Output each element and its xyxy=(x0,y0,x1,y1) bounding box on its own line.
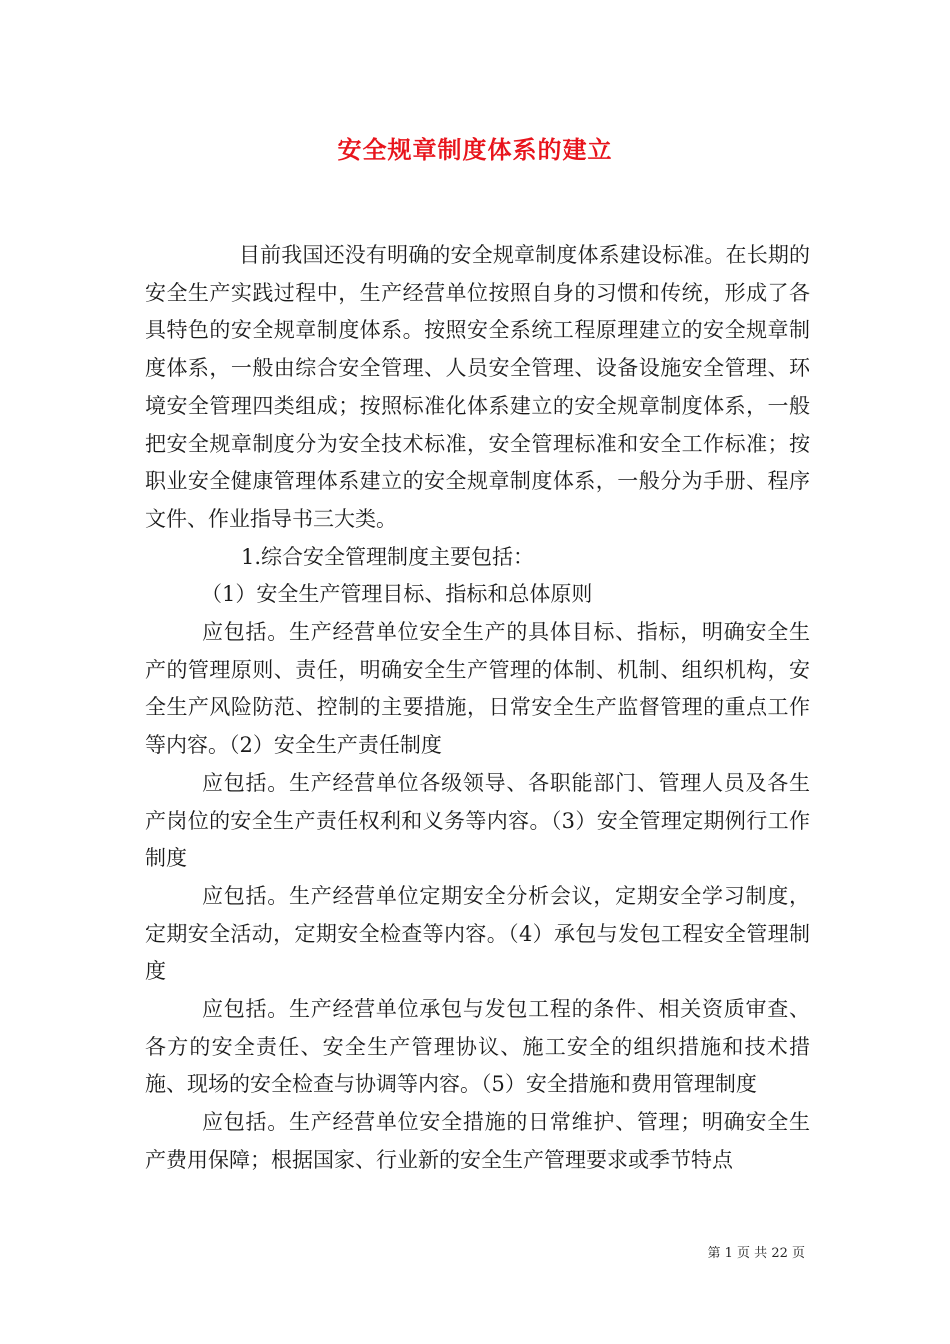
page-number: 第 1 页 共 22 页 xyxy=(707,1246,805,1261)
body-paragraph: 应包括。生产经营单位承包与发包工程的条件、相关资质审查、各方的安全责任、安全生产管理协议、施工安全的组织措施和技术措施、现场的安全检查与协调等内容。（5）安全措施和费用管理制度 xyxy=(145,997,810,1097)
subsection-heading: （1）安全生产管理目标、指标和总体原则 xyxy=(201,582,593,607)
section-heading: 1.综合安全管理制度主要包括： xyxy=(241,544,535,569)
document-body xyxy=(145,237,810,1180)
body-paragraph: 应包括。生产经营单位安全措施的日常维护、管理；明确安全生产费用保障；根据国家、行业新的安全生产管理要求或季节特点 xyxy=(145,1110,810,1172)
body-paragraph: 应包括。生产经营单位各级领导、各职能部门、管理人员及各生产岗位的安全生产责任权利和义务等内容。（3）安全管理定期例行工作制度 xyxy=(145,770,810,871)
body-paragraph: 应包括。生产经营单位定期安全分析会议，定期安全学习制度，定期安全活动，定期安全检查等内容。（4）承包与发包工程安全管理制度 xyxy=(145,883,810,984)
body-paragraph: 应包括。生产经营单位安全生产的具体目标、指标，明确安全生产的管理原则、责任，明确安全生产管理的体制、机制、组织机构，安全生产风险防范、控制的主要措施，日常安全生产监督管理的重点工作等内容。（2）安全生产责任制度 xyxy=(145,620,810,758)
intro-paragraph: 目前我国还没有明确的安全规章制度体系建设标准。在长期的安全生产实践过程中，生产经营单位按照自身的习惯和传统，形成了各具特色的安全规章制度体系。按照安全系统工程原理建立的安全规章制度体系，一般由综合安全管理、人员安全管理、设备设施安全管理、环境安全管理四类组成；按照标准化体系建立的安全规章制度体系，一般把安全规章制度分为安全技术标准，安全管理标准和安全工作标准；按职业安全健康管理体系建立的安全规章制度体系，一般分为手册、程序文件、作业指导书三大类。 xyxy=(145,243,810,531)
document-title: 安全规章制度体系的建立 xyxy=(337,135,613,164)
